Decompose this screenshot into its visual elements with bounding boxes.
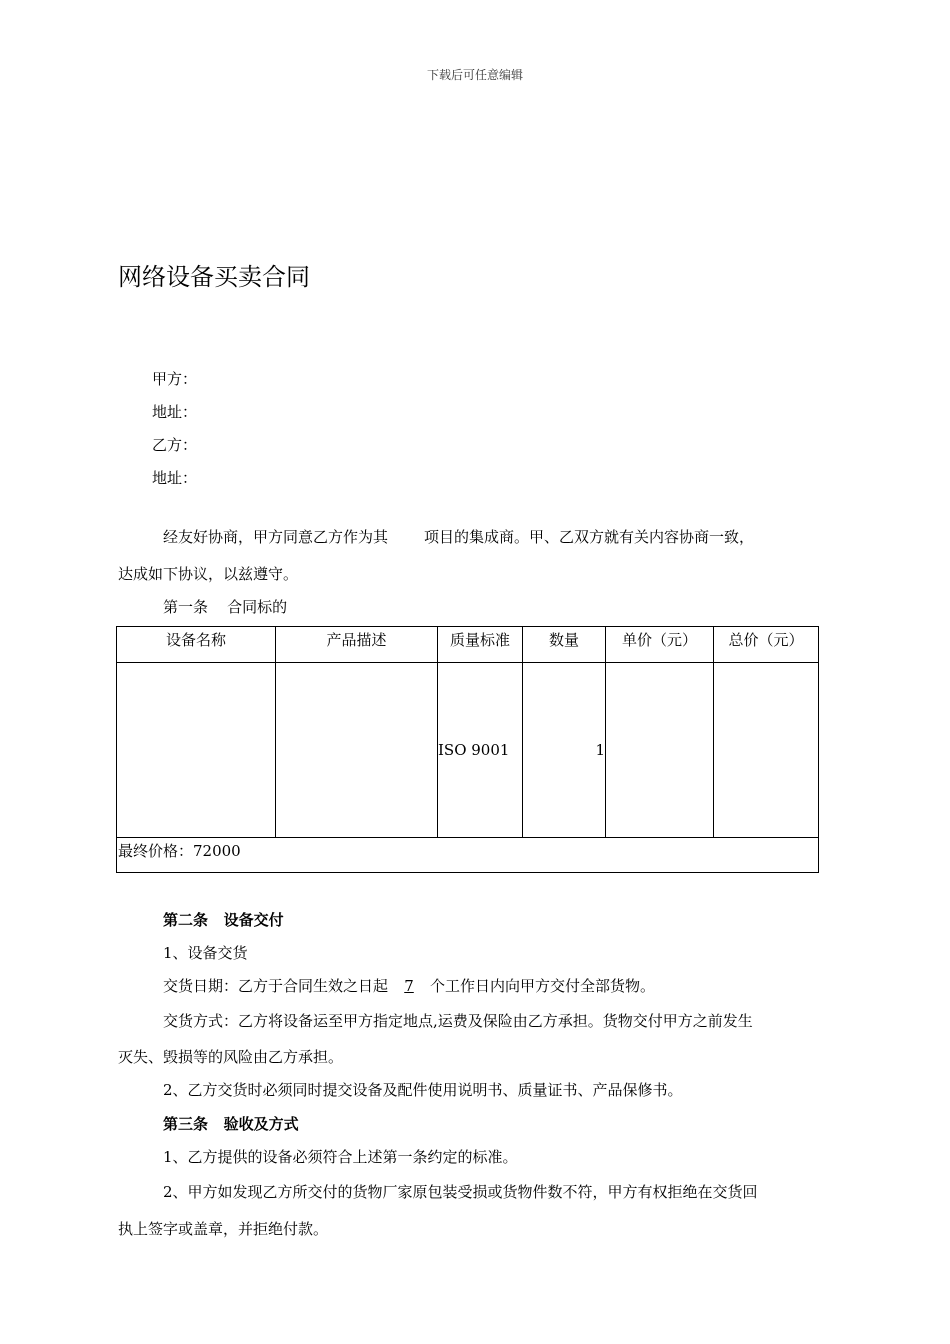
document-title: 网络设备买卖合同 bbox=[118, 263, 310, 291]
cell-product-description bbox=[276, 663, 438, 838]
delivery-method-line2: 灭失、毁损等的风险由乙方承担。 bbox=[118, 1048, 344, 1066]
intro-text-after: 项目的集成商。甲、乙双方就有关内容协商一致， bbox=[424, 528, 755, 546]
cell-unit-price bbox=[606, 663, 714, 838]
header-total-price: 总价（元） bbox=[714, 627, 819, 663]
article3-item2-line1: 2、甲方如发现乙方所交付的货物厂家原包装受损或货物件数不符，甲方有权拒绝在交货回 bbox=[163, 1183, 758, 1201]
article2-item1: 1、设备交货 bbox=[163, 944, 248, 962]
goods-table bbox=[116, 626, 819, 873]
cell-total-price bbox=[714, 663, 819, 838]
goods-table-header-row bbox=[117, 627, 819, 663]
table-row bbox=[117, 663, 819, 838]
intro-text-before: 经友好协商，甲方同意乙方作为其 bbox=[163, 528, 389, 546]
delivery-date-before: 交货日期：乙方于合同生效之日起 bbox=[163, 977, 389, 995]
page-header-note: 下载后可任意编辑 bbox=[426, 68, 523, 82]
cell-equipment-name bbox=[117, 663, 276, 838]
cell-quality-standard: ISO 9001 bbox=[438, 663, 523, 838]
intro-paragraph-line1 bbox=[163, 526, 754, 547]
party-b-label: 乙方： bbox=[152, 436, 198, 454]
final-price: 最终价格：72000 bbox=[117, 838, 819, 873]
final-price-row bbox=[117, 838, 819, 873]
party-b-address-label: 地址： bbox=[152, 469, 198, 487]
party-a-address-label: 地址： bbox=[152, 403, 198, 421]
article2-item2: 2、乙方交货时必须同时提交设备及配件使用说明书、质量证书、产品保修书。 bbox=[163, 1081, 683, 1099]
article3-heading: 第三条 验收及方式 bbox=[163, 1115, 299, 1133]
article1-heading: 第一条 合同标的 bbox=[163, 598, 288, 616]
party-a-label: 甲方： bbox=[152, 370, 198, 388]
header-quality-standard: 质量标准 bbox=[438, 627, 523, 663]
delivery-method-line1: 交货方式：乙方将设备运至甲方指定地点,运费及保险由乙方承担。货物交付甲方之前发生 bbox=[163, 1012, 753, 1030]
header-product-description: 产品描述 bbox=[276, 627, 438, 663]
article3-item1: 1、乙方提供的设备必须符合上述第一条约定的标准。 bbox=[163, 1148, 518, 1166]
article3-item2-line2: 执上签字或盖章，并拒绝付款。 bbox=[118, 1220, 329, 1238]
cell-quantity: 1 bbox=[523, 663, 606, 838]
delivery-date-line bbox=[163, 975, 655, 996]
delivery-days-blank: 7 bbox=[404, 977, 414, 995]
delivery-date-after: 个工作日内向甲方交付全部货物。 bbox=[430, 977, 656, 995]
article2-heading: 第二条 设备交付 bbox=[163, 911, 284, 929]
header-equipment-name: 设备名称 bbox=[117, 627, 276, 663]
intro-paragraph-line2: 达成如下协议，以兹遵守。 bbox=[118, 565, 299, 583]
header-quantity: 数量 bbox=[523, 627, 606, 663]
header-unit-price: 单价（元） bbox=[606, 627, 714, 663]
